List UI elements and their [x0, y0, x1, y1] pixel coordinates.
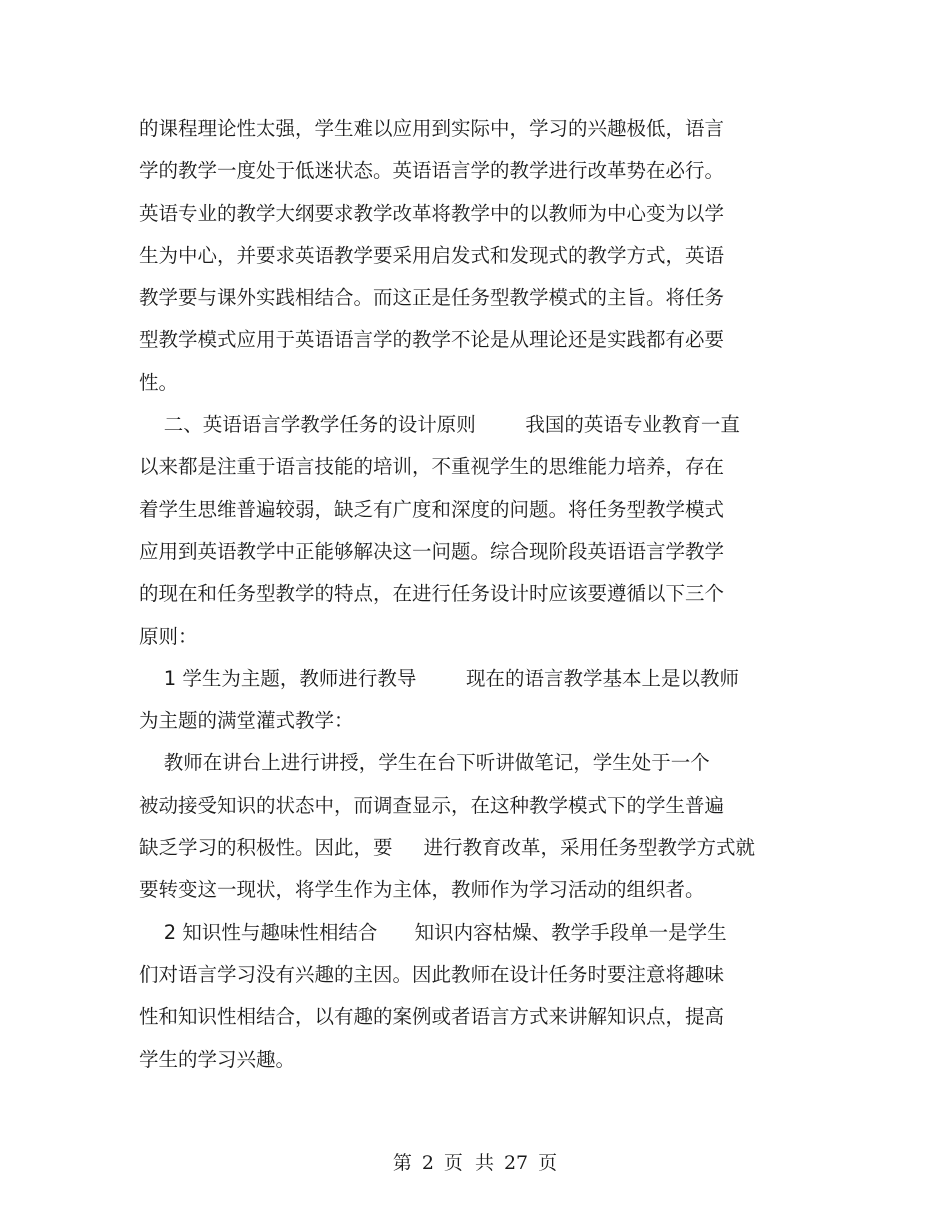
current-page-number: 2: [421, 1152, 434, 1174]
text-line: 性。: [139, 370, 179, 394]
text-line: 着学生思维普遍较弱，缺乏有广度和深度的问题。将任务型教学模式: [139, 497, 725, 521]
section-heading-line: 二、英语语言学教学任务的设计原则 我国的英语专业教育一直: [139, 413, 740, 437]
text-line: 教师在讲台上进行讲授，学生在台下听讲做笔记，学生处于一个: [139, 751, 710, 775]
text-line: 型教学模式应用于英语语言学的教学不论是从理论还是实践都有必要: [139, 328, 725, 352]
subheading-line: 2 知识性与趣味性相结合 知识内容枯燥、教学手段单一是学生: [139, 920, 727, 944]
text-line: 为主题的满堂灌式教学：: [139, 709, 354, 733]
text-line: 生为中心，并要求英语教学要采用启发式和发现式的教学方式，英语: [139, 243, 725, 267]
text-line: 原则：: [139, 624, 198, 648]
text-line: 以来都是注重于语言技能的培训，不重视学生的思维能力培养，存在: [139, 455, 725, 479]
text-line: 英语专业的教学大纲要求教学改革将教学中的以教师为中心变为以学: [139, 201, 725, 225]
text-line: 性和知识性相结合，以有趣的案例或者语言方式来讲解知识点，提高: [139, 1005, 725, 1029]
text-line: 的课程理论性太强，学生难以应用到实际中，学习的兴趣极低，语言: [139, 117, 725, 140]
page-label-prefix: 第: [392, 1152, 412, 1174]
text-line: 教学要与课外实践相结合。而这正是任务型教学模式的主旨。将任务: [139, 286, 725, 310]
text-line: 要转变这一现状，将学生作为主体，教师作为学习活动的组织者。: [139, 878, 705, 902]
text-line: 缺乏学习的积极性。因此，要 进行教育改革，采用任务型教学方式就: [139, 836, 755, 860]
text-line: 学生的学习兴趣。: [139, 1047, 296, 1071]
text-line: 被动接受知识的状态中，而调查显示，在这种教学模式下的学生普遍: [139, 793, 725, 817]
text-line: 们对语言学习没有兴趣的主因。因此教师在设计任务时要注意将趣味: [139, 962, 725, 986]
text-line: 的现在和任务型教学的特点，在进行任务设计时应该要遵循以下三个: [139, 582, 725, 606]
page-label-mid: 页 共: [443, 1152, 494, 1174]
page-label-suffix: 页: [538, 1152, 558, 1174]
total-pages-number: 27: [503, 1152, 529, 1174]
text-line: 学的教学一度处于低迷状态。英语语言学的教学进行改革势在必行。: [139, 159, 725, 183]
page-footer: [0, 1150, 950, 1176]
subheading-line: 1 学生为主题，教师进行教导 现在的语言教学基本上是以教师: [139, 666, 739, 690]
text-line: 应用到英语教学中正能够解决这一问题。综合现阶段英语语言学教学: [139, 539, 725, 563]
body-text: [139, 108, 839, 1081]
